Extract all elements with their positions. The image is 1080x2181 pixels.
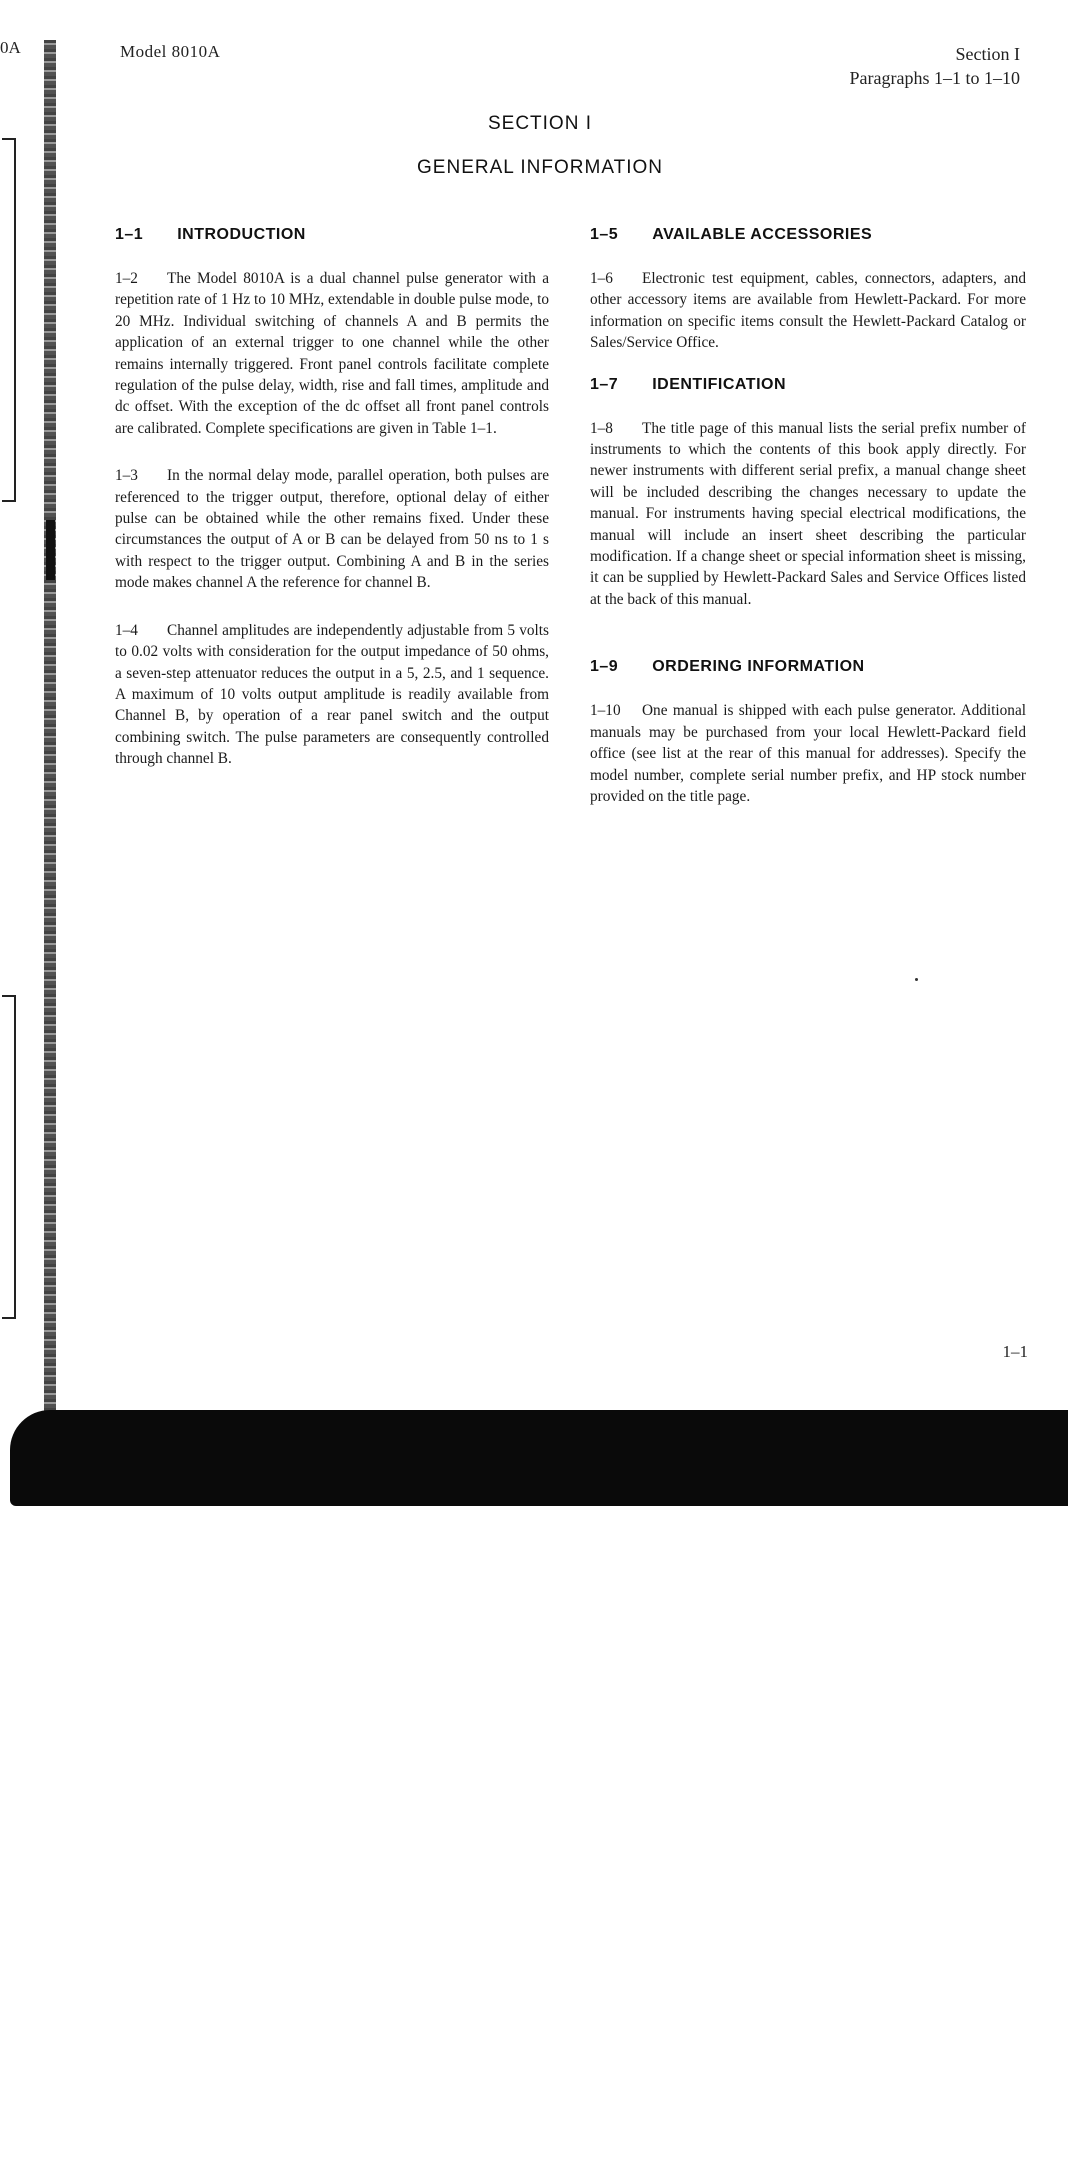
paragraph-number: 1–4	[115, 621, 138, 639]
heading-text: INTRODUCTION	[177, 226, 306, 243]
heading-text: IDENTIFICATION	[652, 375, 787, 393]
heading-text: AVAILABLE ACCESSORIES	[652, 226, 873, 243]
binding-edge	[44, 40, 56, 1420]
paragraph-text: One manual is shipped with each pulse generator. Additional manuals may be purchased from your local Hewlett-Packard field office (see list at the rear of this manual for addresses). Specify the model number, complete serial number prefix, and HP stock number provided on the title page.	[590, 702, 1026, 805]
heading-number: 1–7	[590, 375, 619, 393]
model-label: Model 8010A	[120, 42, 221, 61]
paragraph-text: In the normal delay mode, parallel operation, both pulses are referenced to the trigger output, therefore, optional delay of either pulse can be obtained while the other remains fixed. Under these circumstances the output of A or B can be delayed from 50 ns to 1 s with respect to the trigger output. Combining A and B in the series mode makes channel A the reference for channel B.	[115, 467, 549, 592]
paragraph-number: 1–8	[590, 419, 613, 437]
paragraph-text: Electronic test equipment, cables, connectors, adapters, and other accessory items are available from Hewlett-Packard. For more information on specific items consult the Hewlett-Packard Catalog or Sales/Service Office.	[590, 270, 1026, 352]
heading-available-accessories	[590, 226, 1026, 244]
right-column	[590, 226, 1026, 807]
heading-text: ORDERING INFORMATION	[652, 658, 865, 676]
paragraph	[590, 268, 1026, 354]
paragraph-text: The title page of this manual lists the serial prefix number of instruments to which the contents of this book apply directly. For newer instruments with different serial prefix, a manual change sheet will be included describing the changes necessary to update the manual. For instruments having special electrical modifications, the manual will include an insert sheet describing the particular modification. If a change sheet or special information sheet is missing, it can be supplied by Hewlett-Packard Sales and Service Offices listed at the back of this manual.	[590, 419, 1026, 608]
margin-bracket-top	[2, 138, 16, 502]
scan-shadow-band	[10, 1410, 1068, 1506]
paragraph	[590, 418, 1026, 611]
paragraph	[115, 465, 549, 593]
paragraph	[115, 268, 549, 439]
page-number: 1–1	[1002, 1342, 1028, 1361]
paragraph-text: Channel amplitudes are independently adjustable from 5 volts to 0.02 volts with consideration for the output impedance of 50 ohms, a seven-step attenuator reduces the output in a 5, 2.5, and 1 sequence. A maximum of 10 volts output amplitude is readily available from Channel B, by operation of a rear panel switch and the output combining switch. The pulse parameters are consequently controlled through channel B.	[115, 621, 549, 768]
paragraph	[115, 620, 549, 770]
paragraph-number: 1–10	[590, 702, 621, 720]
paragraph-range: Paragraphs 1–1 to 1–10	[849, 68, 1020, 88]
section-label: Section I	[955, 44, 1020, 64]
scan-speck	[915, 978, 918, 981]
paragraph-number: 1–3	[115, 467, 138, 485]
heading-number: 1–1	[115, 226, 144, 243]
paragraph	[590, 700, 1026, 807]
paragraph-number: 1–2	[115, 270, 138, 287]
heading-ordering-information	[590, 658, 1026, 676]
paragraph-text: The Model 8010A is a dual channel pulse generator with a repetition rate of 1 Hz to 10 MHz, extendable in double pulse mode, to 20 MHz. Individual switching of channels A and B permits the application of an external trigger to one channel while the other remains internally triggered. Front panel controls facilitate complete regulation of the pulse delay, width, rise and fall times, amplitude and dc offset. With the exception of the dc offset all front panel controls are calibrated. Complete specifications are given in Table 1–1.	[115, 270, 549, 437]
margin-bracket-bottom	[2, 995, 16, 1319]
section-title: SECTION I	[487, 113, 592, 134]
heading-number: 1–9	[590, 658, 619, 676]
section-header	[850, 42, 1020, 90]
left-column	[115, 226, 549, 770]
page-title: GENERAL INFORMATION	[417, 157, 663, 178]
stray-fragment: 0A	[0, 38, 21, 57]
heading-number: 1–5	[590, 226, 619, 243]
heading-introduction	[115, 226, 549, 244]
heading-identification	[590, 376, 1026, 394]
paragraph-number: 1–6	[590, 270, 613, 287]
binding-dark-segment	[46, 520, 55, 580]
